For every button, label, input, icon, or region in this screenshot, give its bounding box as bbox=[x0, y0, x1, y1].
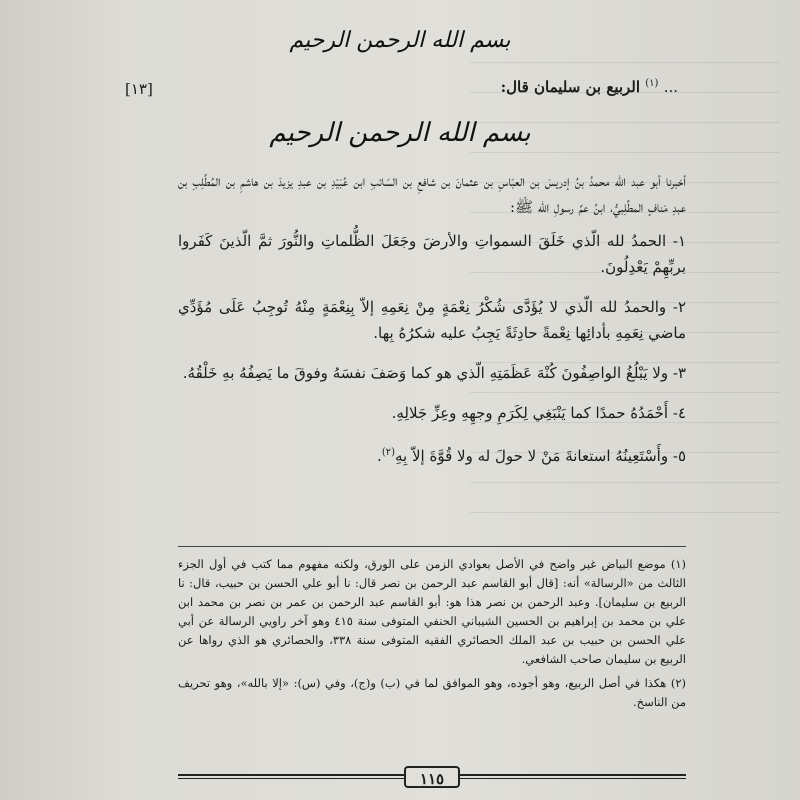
page-number: ١١٥ bbox=[404, 766, 460, 788]
chapter-header bbox=[501, 78, 678, 96]
paragraph-2: ٢- والحمدُ لله الّذي لا يُؤَدَّى شُكْرُ نِعْمَةٍ مِنْ نِعَمِهِ إلاّ بِنِعْمَةٍ مِنْهُ تُوجِبُ عَلَى مُؤَدِّي ماضي نِعَمِهِ بأدائِها نِعْمةً حادِثَةً يَجِبُ عليه شكرُهُ بِها. bbox=[178, 298, 686, 342]
paragraph-3: ٣- ولا يَبْلُغُ الواصِفُونَ كُنْهَ عَظَمَتِهِ الّذي هو كما وَصَفَ نفسَهُ وفوقَ ما يَصِفُهُ بهِ خَلْقُهُ. bbox=[182, 364, 686, 382]
footnotes bbox=[178, 555, 686, 717]
basmala-calligraphy-top: بسم الله الرحمن الرحيم bbox=[289, 28, 511, 53]
basmala-calligraphy-middle: بسم الله الرحمن الرحيم bbox=[269, 118, 531, 148]
footnote-divider bbox=[178, 546, 686, 547]
footnote-1: (١) موضع البياض غير واضح في الأصل بعوادي الزمن على الورق، ولكنه مفهوم مما كتب في أول الجزء الثالث من «الرسالة» أنه: [قال أبو القاسم عبد الرحمن بن نصر قال: نا أبو علي الحسن بن حبيب، قال: نا الربيع بن سليمان]. وعبد الرحمن بن نصر هذا هو: أبو القاسم عبد الرحمن بن عمر بن نصر بن محمد ابن علي بن محمد بن إبراهيم بن الحسين الشيباني الحنفي المتوفى سنة ٤١٥ وهو آخر راويي الرسالة عن أبي علي الحسن بن حبيب بن عبد الملك الحصائري الفقيه المتوفى سنة ٣٣٨، والحصائري هو الذي رواها عن الربيع بن سليمان صاحب الشافعي. bbox=[178, 557, 686, 666]
header-footnote-ref: (١) bbox=[645, 78, 659, 89]
header-dots: ... bbox=[663, 78, 678, 96]
page-number-bar bbox=[178, 766, 686, 788]
header-text: الربيع بن سليمان قال: bbox=[500, 78, 641, 96]
paragraph-1: ١- الحمدُ لله الّذي خَلَقَ السمواتِ والأرضَ وجَعَلَ الظُّلماتِ والنُّورَ ثمَّ الّذينَ كَفَروا بربِّهِمْ يَعْدِلُونَ. bbox=[178, 232, 686, 276]
paragraph-5-text: ٥- وأَسْتَعِينُهُ استعانةَ مَنْ لا حولَ له ولا قُوَّةَ إلاّ بِهِ bbox=[395, 447, 686, 465]
main-text bbox=[178, 168, 686, 483]
footnote-2: (٢) هكذا في أصل الربيع، وهو أجوده، وهو الموافق لما في (ب) و(ج)، وفي (س): «إلا بالله»، وهو تحريف من الناسخ. bbox=[178, 676, 686, 709]
paragraph-4: ٤- أَحْمَدُهُ حمدًا كما يَنْبَغِي لِكَرَمِ وجهِهِ وعِزِّ جَلالِهِ. bbox=[391, 404, 686, 422]
paragraph-5: ٥- وأَسْتَعِينُهُ استعانةَ مَنْ لا حولَ له ولا قُوَّةَ إلاّ بِهِ$^{(٢)}$. bbox=[377, 447, 686, 465]
paragraph-5-footnote-ref: (٢) bbox=[381, 447, 395, 458]
bracket-page-ref: [١٣] bbox=[125, 80, 153, 98]
intro-paragraph: أخبرنا أبو عبد الله محمدُ بنُ إدريسَ بن العبّاسِ بن عثمانَ بن شافعِ بن السّائبِ ابن عُبَيْدِ بن عبدِ يزيدَ بن هاشمِ بن المُطَّلِبِ بن عبدِ مَنافٍ المطَّلِبيُّ، ابنُ عمِّ رسولِ الله ﷺ: bbox=[178, 172, 686, 216]
